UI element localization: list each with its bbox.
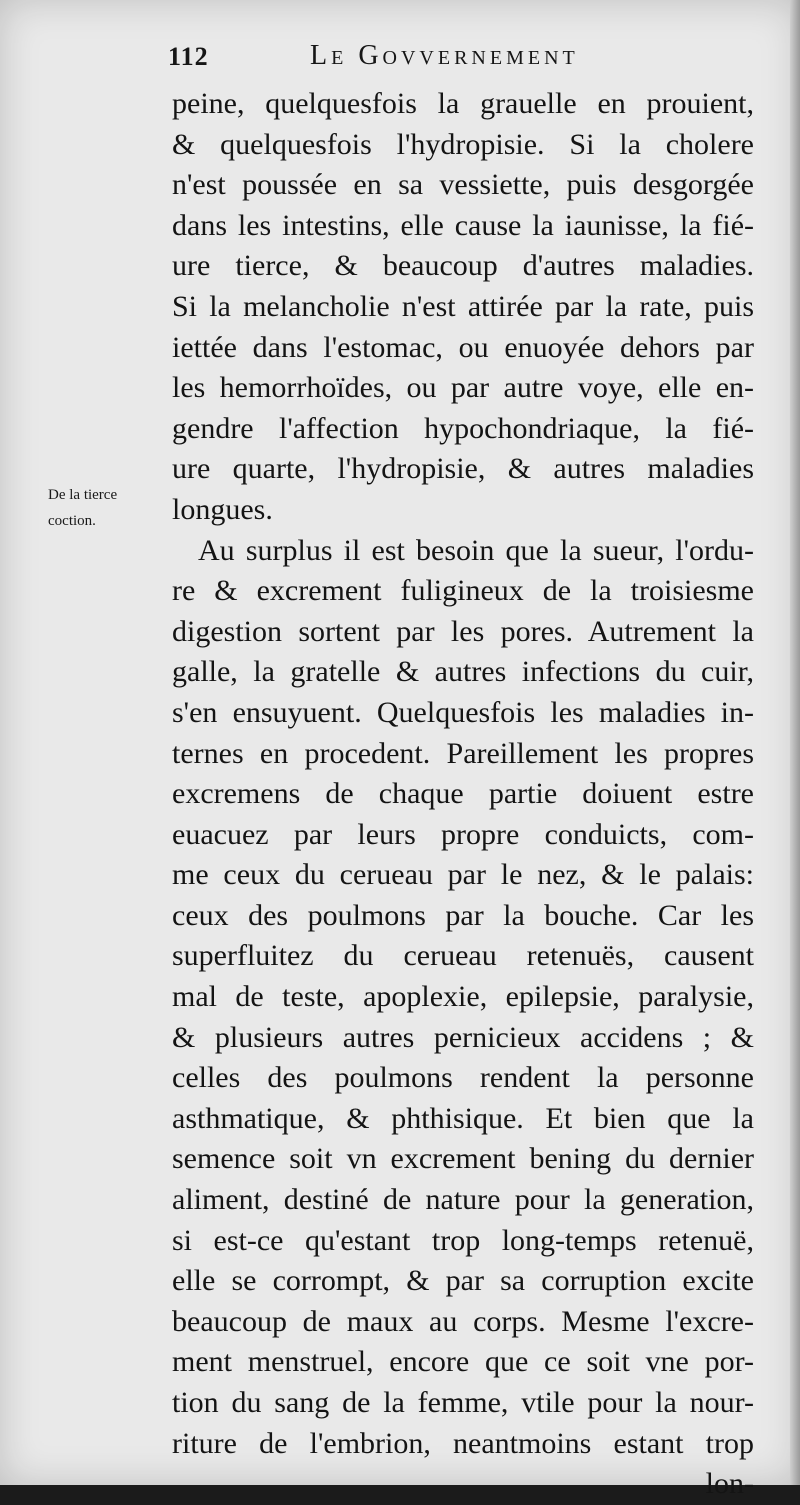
text-line: si est-ce qu'estant trop long-temps retenuë, <box>172 1223 754 1257</box>
text-line: superfluitez du cerueau retenuës, causent <box>172 939 754 973</box>
text-line: ceux des poulmons par la bouche. Car les <box>172 898 754 932</box>
running-head: Le Govvernement <box>310 40 579 71</box>
margin-note-line: coction. <box>48 513 96 529</box>
text-line: asthmatique, & phthisique. Et bien que la <box>172 1101 754 1135</box>
text-line: galle, la gratelle & autres infections du cuir, <box>172 655 754 689</box>
text-line: mal de teste, apoplexie, epilepsie, paralysie, <box>172 980 754 1014</box>
text-line: dans les intestins, elle cause la iaunisse, la fié- <box>172 208 754 242</box>
text-line: ment menstruel, encore que ce soit vne por- <box>172 1345 754 1379</box>
text-line: peine, quelquesfois la grauelle en prouient, <box>172 87 754 120</box>
page-number: 112 <box>168 42 209 71</box>
text-line: me ceux du cerueau par le nez, & le palais: <box>172 858 754 892</box>
text-line: s'en ensuyuent. Quelquesfois les maladies in- <box>172 695 754 729</box>
text-line: Si la melancholie n'est attirée par la rate, puis <box>172 289 754 323</box>
text-line: celles des poulmons rendent la personne <box>172 1061 754 1095</box>
text-line: riture de l'embrion, neantmoins estant trop <box>172 1426 754 1460</box>
text-line: semence soit vn excrement bening du dernier <box>172 1142 754 1176</box>
catchword: lon- <box>705 1467 754 1501</box>
page-header <box>168 38 793 80</box>
text-line: longues. <box>172 492 273 526</box>
text-line: ure tierce, & beaucoup d'autres maladies. <box>172 249 754 283</box>
margin-note-line: De la tierce <box>48 487 118 503</box>
text-line: & quelquesfois l'hydropisie. Si la cholere <box>172 127 754 161</box>
page-edge-shadow <box>790 0 800 1485</box>
text-line: elle se corrompt, & par sa corruption excite <box>172 1264 754 1298</box>
text-line: & plusieurs autres pernicieux accidens ; & <box>172 1020 754 1054</box>
text-line: ternes en procedent. Pareillement les propres <box>172 736 754 770</box>
text-line: aliment, destiné de nature pour la generation, <box>172 1183 754 1217</box>
margin-note <box>48 482 173 534</box>
text-line: Au surplus il est besoin que la sueur, l'ordu- <box>198 533 754 567</box>
text-line: les hemorrhoïdes, ou par autre voye, elle en- <box>172 371 754 405</box>
text-line: gendre l'affection hypochondriaque, la fié- <box>172 411 754 445</box>
text-line: excremens de chaque partie doiuent estre <box>172 777 754 811</box>
text-line: ure quarte, l'hydropisie, & autres maladies <box>172 452 754 486</box>
text-line: digestion sortent par les pores. Autrement la <box>172 614 754 648</box>
body-text <box>172 84 754 1505</box>
text-line: n'est poussée en sa vessiette, puis desgorgée <box>172 168 754 202</box>
text-line: re & excrement fuligineux de la troisiesme <box>172 574 754 608</box>
text-line: tion du sang de la femme, vtile pour la nour- <box>172 1386 754 1419</box>
text-line: iettée dans l'estomac, ou enuoyée dehors par <box>172 330 754 364</box>
text-line: beaucoup de maux au corps. Mesme l'excre- <box>172 1304 754 1338</box>
text-line: euacuez par leurs propre conduicts, com- <box>172 817 754 851</box>
